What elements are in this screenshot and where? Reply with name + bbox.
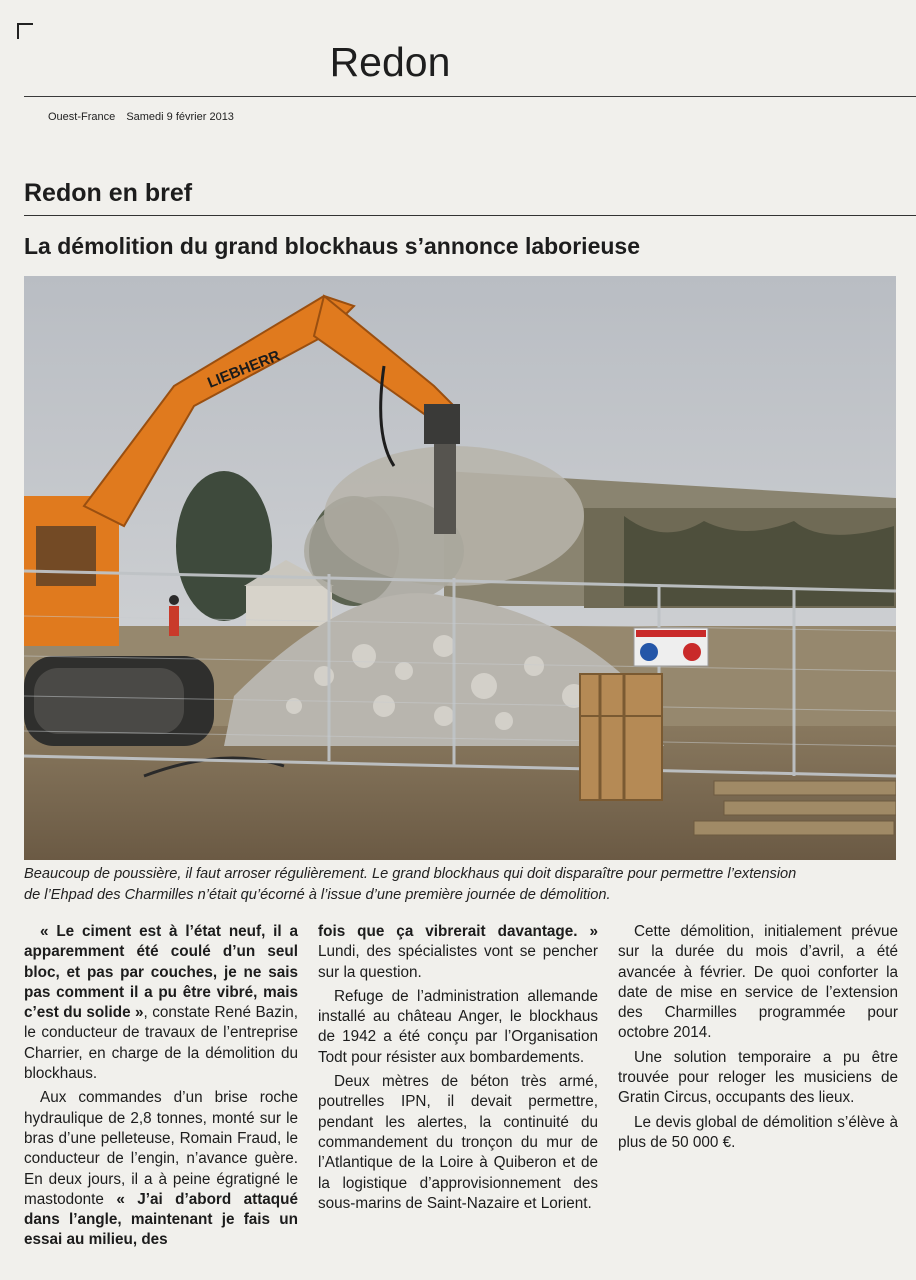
caption-line: Beaucoup de poussière, il faut arroser régulièrement. Le grand blockhaus qui doit disparaître pour permettre l’extension <box>24 866 797 882</box>
publication-date: Samedi 9 février 2013 <box>126 111 234 123</box>
machine-brand-label: LIEBHERR <box>205 347 283 392</box>
body-text: Lundi, des spécialistes vont se pencher sur la question. <box>318 943 598 981</box>
rubric-title: Redon en bref <box>24 179 193 207</box>
rubric-rule <box>24 215 916 216</box>
quote-text: « J’ai d’abord attaqué dans l’angle, maintenant je fais un essai au milieu, des <box>24 1190 298 1249</box>
section-title: Redon <box>329 39 451 85</box>
photo-caption <box>24 864 896 906</box>
paragraph: Le devis global de démolition s’élève à plus de 50 000 €. <box>618 1113 898 1151</box>
quote-text: fois que ça vibrerait davantage. » <box>318 923 598 940</box>
paragraph <box>24 922 298 1084</box>
paragraph: Cette démolition, initialement prévue sur la durée du mois d’avril, a été avancée à février. De quoi conforter la date de mise en service de l’extension des Charmilles programmée pour octobre 2014. <box>618 923 898 1042</box>
header-rule <box>24 96 916 97</box>
article-photo <box>24 276 896 860</box>
article-headline: La démolition du grand blockhaus s’annonce laborieuse <box>24 233 640 259</box>
newspaper-name: Ouest-France <box>48 111 116 123</box>
body-text: , constate René Bazin, le conducteur de travaux de l’entreprise Charrier, en charge de la démolition du blockhaus. <box>24 1004 298 1083</box>
paragraph <box>318 922 598 983</box>
article-column-1 <box>24 922 298 1251</box>
paragraph: Une solution temporaire a pu être trouvée pour reloger les musiciens de Gratin Circus, occupants des lieux. <box>618 1048 898 1107</box>
quote-text: « Le ciment est à l’état neuf, il a apparemment été coulé d’un seul bloc, et pas par couches, je ne sais pas comment il a pu être vibré, mais c’est du solide » <box>24 923 298 1022</box>
paragraph <box>24 1088 298 1250</box>
caption-line: de l’Ehpad des Charmilles n’était qu’écorné à l’issue d’une première journée de démolition. <box>24 887 611 903</box>
article-column-2 <box>318 922 598 1214</box>
body-text: Aux commandes d’un brise roche hydraulique de 2,8 tonnes, monté sur le bras d’une pelleteuse, Romain Fraud, le conducteur de l’engin, n’avance guère. En deux jours, il a à peine égratigné le mastodonte <box>24 1089 298 1208</box>
excavator-demolition-photo <box>24 276 896 860</box>
crop-mark-icon <box>17 23 33 39</box>
paragraph: Deux mètres de béton très armé, poutrelles IPN, il devait permettre, pendant les alertes, la continuité du commandement du tronçon du mur de l’Atlantique de la Loire à Quiberon et de la logistique d’approvisionnement des sous-marins de Saint-Nazaire et Lorient. <box>318 1073 598 1212</box>
publication-line <box>48 110 234 124</box>
article-column-3 <box>618 922 898 1153</box>
paragraph: Refuge de l’administration allemande installé au château Anger, le blockhaus de 1942 a été conçu par l’Organisation Todt pour résister aux bombardements. <box>318 987 598 1066</box>
